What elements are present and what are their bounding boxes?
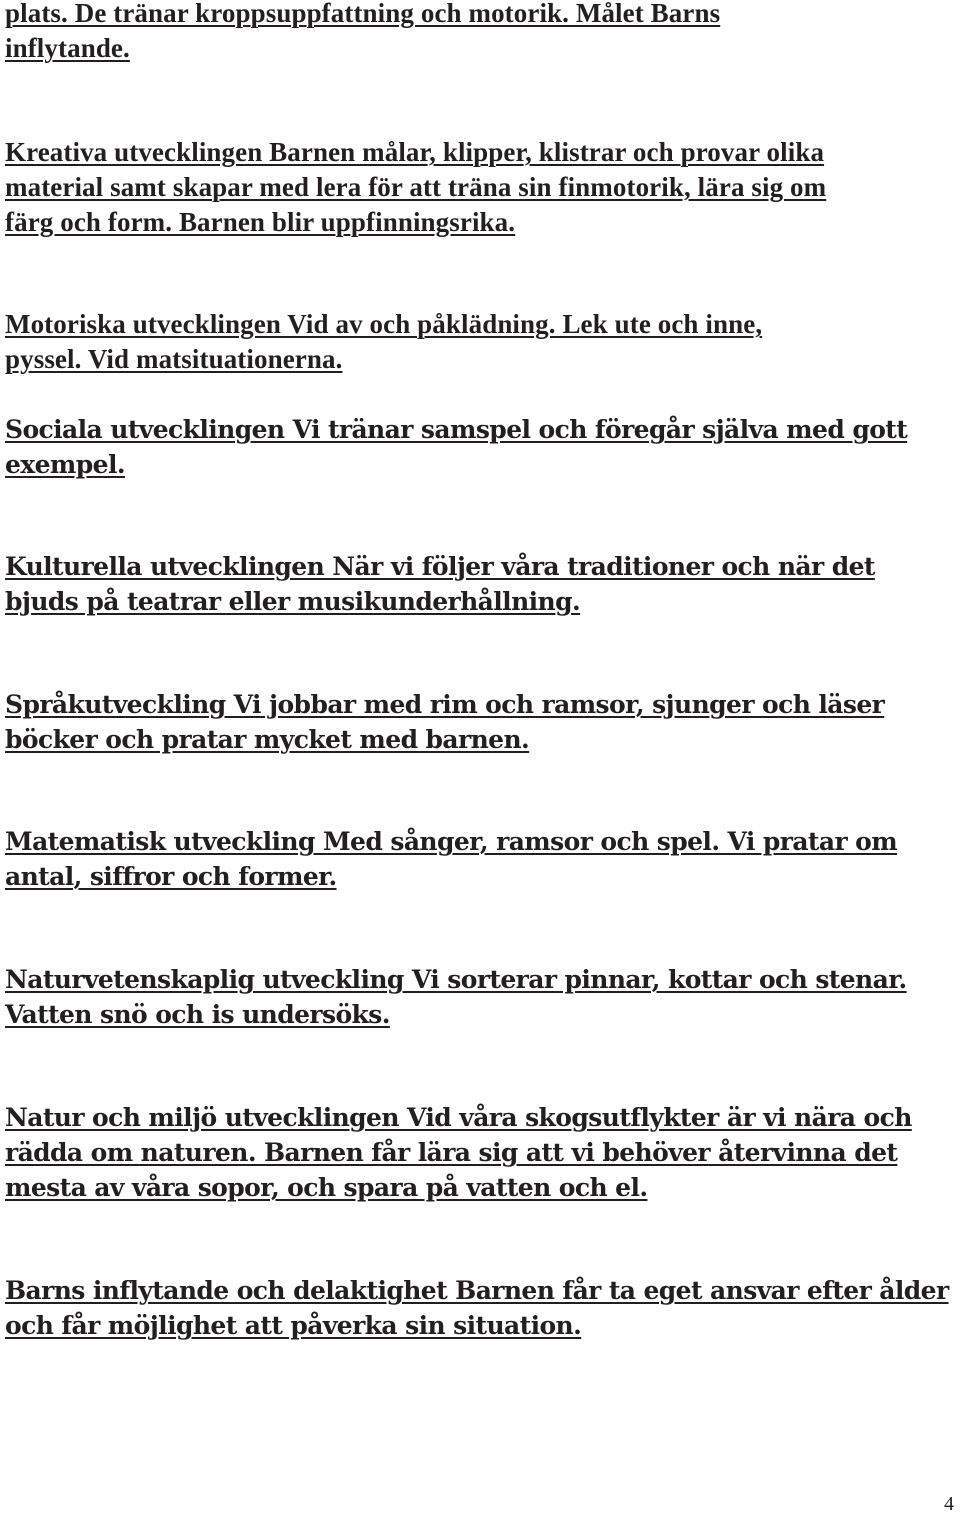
paragraph-naturvetenskaplig-utveckling <box>5 962 960 1032</box>
paragraph-line: Matematisk utveckling Med sånger, ramsor och spel. Vi pratar om <box>5 827 898 856</box>
paragraph-line: inflytande. <box>5 33 130 63</box>
paragraph-line: och får möjlighet att påverka sin situation. <box>5 1311 582 1340</box>
paragraph-sprakutveckling <box>5 687 960 757</box>
paragraph-line: färg och form. Barnen blir uppfinningsrika. <box>5 207 516 237</box>
paragraph-line: Barns inflytande och delaktighet Barnen får ta eget ansvar efter ålder <box>5 1276 949 1305</box>
paragraph-sociala-utvecklingen <box>5 412 960 482</box>
paragraph-line: Naturvetenskaplig utveckling Vi sorterar pinnar, kottar och stenar. <box>5 965 907 994</box>
paragraph-line: mesta av våra sopor, och spara på vatten och el. <box>5 1173 648 1202</box>
paragraph-kreativa-utvecklingen <box>5 135 960 240</box>
paragraph-intro-continuation <box>5 0 960 66</box>
paragraph-line: antal, siffror och former. <box>5 862 337 891</box>
paragraph-line: Vatten snö och is undersöks. <box>5 1000 390 1029</box>
paragraph-motoriska-utvecklingen <box>5 307 960 377</box>
paragraph-line: Natur och miljö utvecklingen Vid våra skogsutflykter är vi nära och <box>5 1103 912 1132</box>
paragraph-matematisk-utveckling <box>5 824 960 894</box>
paragraph-line: Motoriska utvecklingen Vid av och påklädning. Lek ute och inne, <box>5 309 763 339</box>
paragraph-line: Kulturella utvecklingen När vi följer våra traditioner och när det <box>5 552 875 581</box>
paragraph-line: Språkutveckling Vi jobbar med rim och ramsor, sjunger och läser <box>5 690 885 719</box>
paragraph-line: rädda om naturen. Barnen får lära sig att vi behöver återvinna det <box>5 1138 898 1167</box>
paragraph-line: plats. De tränar kroppsuppfattning och motorik. Målet Barns <box>5 0 721 28</box>
paragraph-line: pyssel. Vid matsituationerna. <box>5 344 343 374</box>
paragraph-line: Sociala utvecklingen Vi tränar samspel och föregår själva med gott <box>5 415 908 444</box>
paragraph-line: exempel. <box>5 450 125 479</box>
paragraph-natur-och-miljo <box>5 1100 960 1205</box>
paragraph-barns-inflytande <box>5 1273 960 1343</box>
paragraph-line: böcker och pratar mycket med barnen. <box>5 725 530 754</box>
paragraph-kulturella-utvecklingen <box>5 549 960 619</box>
paragraph-line: material samt skapar med lera för att träna sin finmotorik, lära sig om <box>5 172 827 202</box>
paragraph-line: bjuds på teatrar eller musikunderhållning. <box>5 587 581 616</box>
page-number: 4 <box>944 1493 954 1515</box>
paragraph-line: Kreativa utvecklingen Barnen målar, klipper, klistrar och provar olika <box>5 137 825 167</box>
